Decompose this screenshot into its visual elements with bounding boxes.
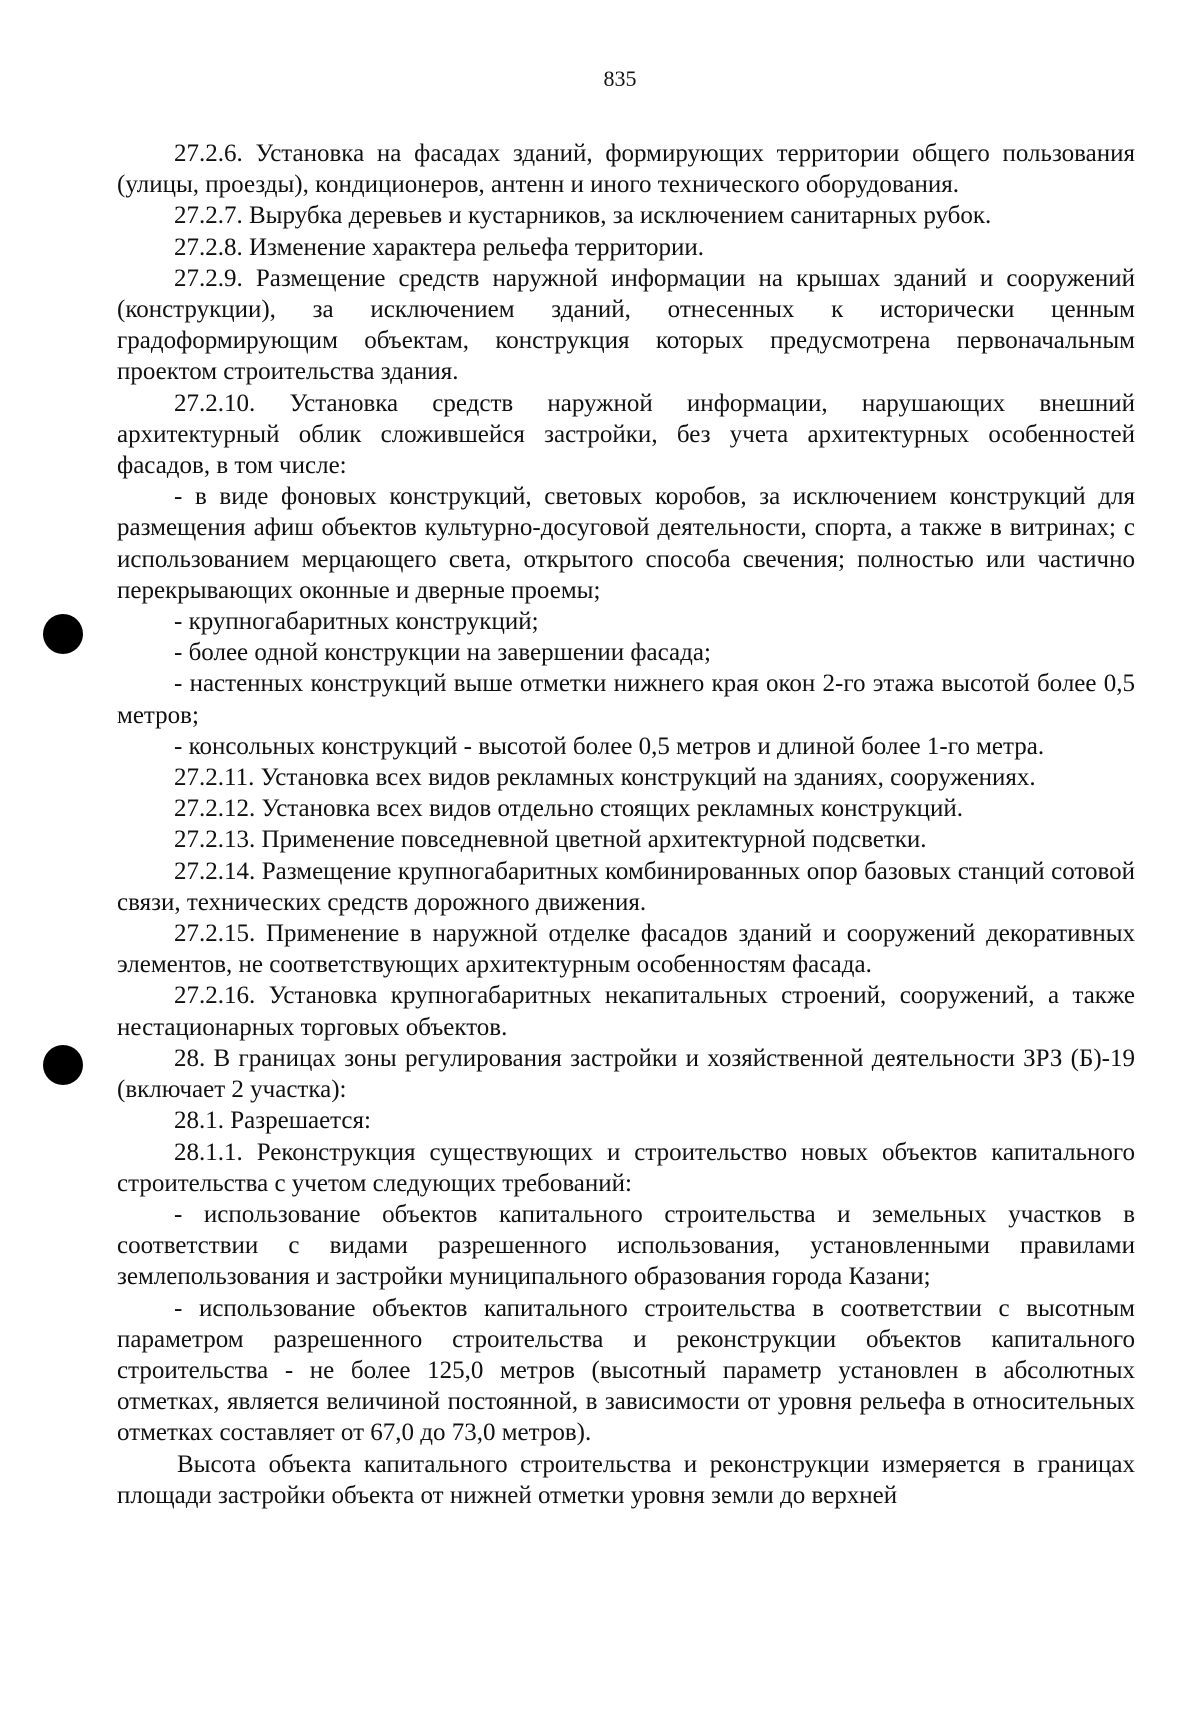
- paragraph-27-2-9: 27.2.9. Размещение средств наружной информации на крышах зданий и сооружений (конструкции), за исключением зданий, отнесенных к исторически ценным градоформирующим объектам, конструкция которых предусмотрена первоначальным проектом строительства здания.: [117, 264, 1135, 386]
- list-item: - в виде фоновых конструкций, световых коробов, за исключением конструкций для размещения афиш объектов культурно-досуговой деятельности, спорта, а также в витринах; с использованием мерцающего света, открытого способа свечения; полностью или частично перекрывающих оконные и дверные проемы;: [117, 483, 1135, 604]
- paragraph-height-measurement: Высота объекта капитального строительства и реконструкции измеряется в границах площади застройки объекта от нижней отметки уровня земли до верхней: [117, 1450, 1135, 1509]
- paragraph-28-1-1: 28.1.1. Реконструкция существующих и строительство новых объектов капитального строительства с учетом следующих требований:: [117, 1138, 1135, 1197]
- punch-hole-mark: [43, 1045, 83, 1085]
- paragraph-27-2-14: 27.2.14. Размещение крупногабаритных комбинированных опор базовых станций сотовой связи, технических средств дорожного движения.: [117, 857, 1135, 916]
- paragraph-27-2-7: 27.2.7. Вырубка деревьев и кустарников, за исключением санитарных рубок.: [174, 202, 992, 230]
- list-item: - настенных конструкций выше отметки нижнего края окон 2-го этажа высотой более 0,5 метров;: [117, 670, 1135, 729]
- paragraph-27-2-13: 27.2.13. Применение повседневной цветной архитектурной подсветки.: [174, 826, 927, 854]
- paragraph-28-1: 28.1. Разрешается:: [174, 1107, 371, 1135]
- list-item: - крупногабаритных конструкций;: [174, 608, 539, 636]
- paragraph-27-2-10: 27.2.10. Установка средств наружной информации, нарушающих внешний архитектурный облик сложившейся застройки, без учета архитектурных особенностей фасадов, в том числе:: [117, 389, 1135, 480]
- list-item: - использование объектов капитального строительства и земельных участков в соответствии с видами разрешенного использования, установленными правилами землепользования и застройки муниципального образования города Казани;: [117, 1200, 1135, 1291]
- paragraph-27-2-11: 27.2.11. Установка всех видов рекламных конструкций на зданиях, сооружениях.: [174, 764, 1036, 792]
- list-item: - более одной конструкции на завершении фасада;: [174, 639, 711, 667]
- paragraph-27-2-15: 27.2.15. Применение в наружной отделке фасадов зданий и сооружений декоративных элементов, не соответствующих архитектурным особенностям фасада.: [117, 920, 1135, 979]
- list-item: - использование объектов капитального строительства в соответствии с высотным параметром разрешенного строительства и реконструкции объектов капитального строительства - не более 125,0 метров (высотный параметр установлен в абсолютных отметках, является величиной постоянной, в зависимости от уровня рельефа в относительных отметках составляет от 67,0 до 73,0 метров).: [117, 1294, 1135, 1447]
- document-body: [117, 138, 1135, 1511]
- paragraph-27-2-16: 27.2.16. Установка крупногабаритных некапитальных строений, сооружений, а также нестационарных торговых объектов.: [117, 982, 1135, 1041]
- paragraph-27-2-8: 27.2.8. Изменение характера рельефа территории.: [174, 233, 705, 261]
- paragraph-28: 28. В границах зоны регулирования застройки и хозяйственной деятельности ЗРЗ (Б)-19 (включает 2 участка):: [117, 1044, 1135, 1104]
- paragraph-27-2-6: 27.2.6. Установка на фасадах зданий, формирующих территории общего пользования (улицы, проезды), кондиционеров, антенн и иного технического оборудования.: [117, 140, 1135, 199]
- punch-hole-mark: [43, 614, 83, 654]
- page-number: 835: [603, 66, 637, 91]
- list-item: - консольных конструкций - высотой более 0,5 метров и длиной более 1-го метра.: [174, 732, 1045, 760]
- paragraph-27-2-12: 27.2.12. Установка всех видов отдельно стоящих рекламных конструкций.: [174, 795, 963, 823]
